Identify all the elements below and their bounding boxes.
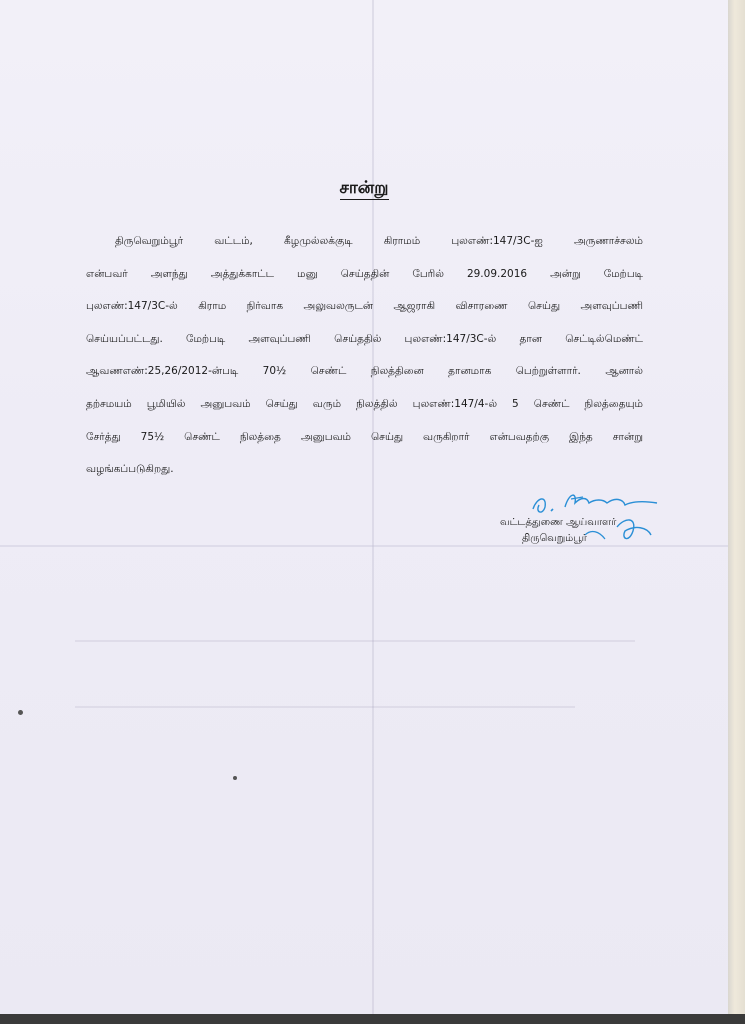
body-line: புலஎண்:147/3C-ல் கிராம நிர்வாக அலுவலருடன் ஆஜராகி விசாரணை செய்து அளவுப்பணி xyxy=(86,300,643,313)
certificate-body xyxy=(86,225,643,486)
paper-speck xyxy=(18,710,23,715)
document-title-text: சான்று xyxy=(339,178,389,198)
signatory-designation: வட்டத்துணை ஆய்வாளர் xyxy=(500,517,617,528)
body-line: ஆவணஎண்:25,26/2012-ன்படி 70½ செண்ட் நிலத்தினை தானமாக பெற்றுள்ளார். ஆனால் xyxy=(86,365,643,378)
signatory-block xyxy=(500,515,650,547)
body-line: என்பவர் அளந்து அத்துக்காட்ட மனு செய்ததின் பேரில் 29.09.2016 அன்று மேற்படி xyxy=(86,267,643,280)
body-line: வழங்கப்படுகிறது. xyxy=(86,463,174,476)
signatory-place: திருவெறும்பூர் xyxy=(522,533,587,544)
paper-speck xyxy=(233,776,237,780)
bleed-through-mark xyxy=(75,706,575,708)
paper-edge-right xyxy=(728,0,745,1024)
body-line: செய்யப்பட்டது. மேற்படி அளவுப்பணி செய்ததில் புலஎண்:147/3C-ல் தான செட்டில்மெண்ட் xyxy=(86,332,643,345)
paper-fold-vertical xyxy=(372,0,374,1014)
bleed-through-mark xyxy=(75,640,635,642)
document-title xyxy=(0,178,728,200)
body-line: தற்சமயம் பூமியில் அனுபவம் செய்து வரும் நிலத்தில் புலஎண்:147/4-ல் 5 செண்ட் நிலத்தையும் xyxy=(86,397,643,410)
body-line: திருவெறும்பூர் வட்டம், கீழமுல்லக்குடி கிராமம் புலஎண்:147/3C-ஐ அருணாச்சலம் xyxy=(115,235,643,247)
scan-border-bottom xyxy=(0,1014,745,1024)
body-line: சேர்த்து 75½ செண்ட் நிலத்தை அனுபவம் செய்து வருகிறார் என்பவதற்கு இந்த சான்று xyxy=(86,430,643,443)
